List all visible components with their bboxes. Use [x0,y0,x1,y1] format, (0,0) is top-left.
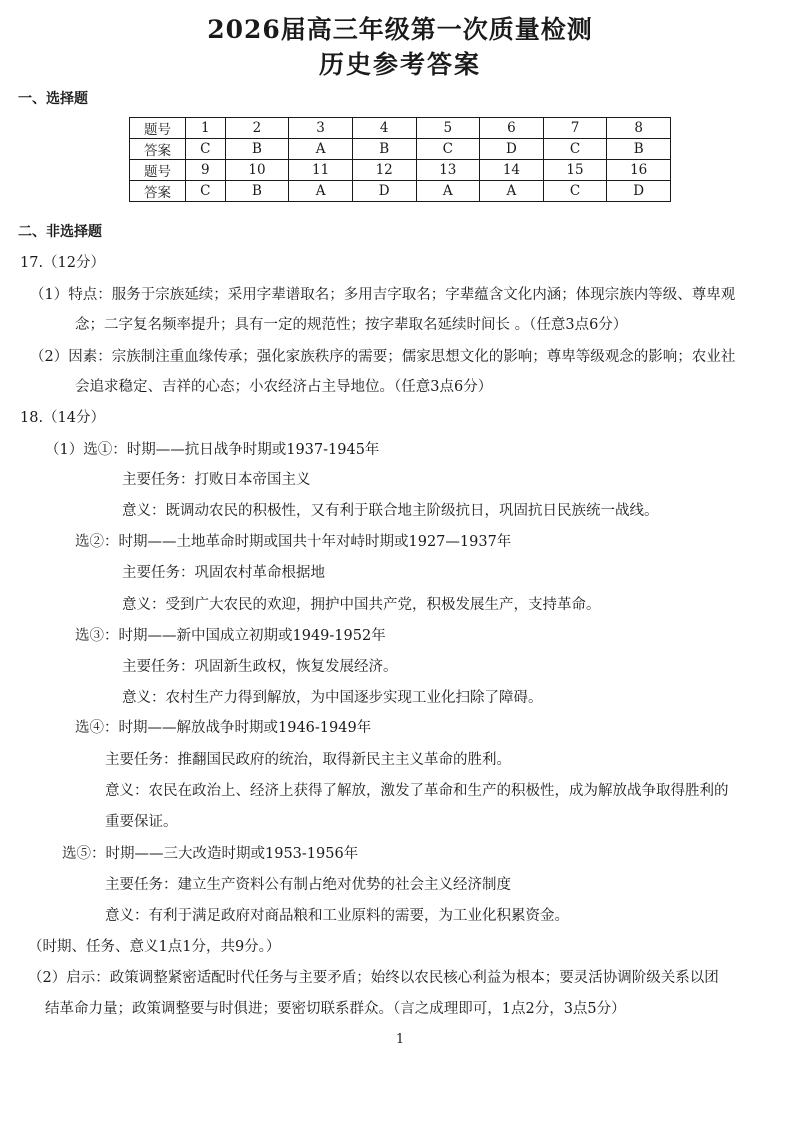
q17-answer-2-line-1: （2）因素：宗族制注重血缘传承；强化家族秩序的需要；儒家思想文化的影响；尊卑等级观念的影响；农业社 [30,349,736,365]
q18-option-1-meaning: 意义：既调动农民的积极性，又有利于联合地主阶级抗日，巩固抗日民族统一战线。 [122,503,659,519]
table-cell: A [480,181,544,202]
table-cell: 16 [607,160,671,181]
table-cell: A [289,139,353,160]
table-cell: 11 [289,160,353,181]
q18-option-3-task: 主要任务：巩固新生政权，恢复发展经济。 [122,659,398,675]
q17-answer-1-line-1: （1）特点：服务于宗族延续；采用字辈谱取名；多用吉字取名；字辈蕴含文化内涵；体现宗族内等级、尊卑观 [30,287,736,303]
document-title: 2026届高三年级第一次质量检测 [207,15,593,44]
table-cell: D [480,139,544,160]
table-cell: B [607,139,671,160]
q18-option-2-meaning: 意义：受到广大农民的欢迎，拥护中国共产党，积极发展生产，支持革命。 [122,597,601,613]
q18-option-4-period: 选④：时期——解放战争时期或1946-1949年 [75,720,372,736]
table-cell: 题号 [130,118,186,139]
table-cell: C [543,181,607,202]
table-cell: 8 [607,118,671,139]
q18-option-1-task: 主要任务：打败日本帝国主义 [122,472,311,488]
table-cell: 5 [416,118,480,139]
q17-answer-1-line-2: 念；二字复名频率提升；具有一定的规范性；按字辈取名延续时间长 。（任意3点6分） [75,317,628,333]
table-row [130,139,671,160]
table-cell: C [186,139,226,160]
q18-option-5-task: 主要任务：建立生产资料公有制占绝对优势的社会主义经济制度 [105,877,511,893]
table-cell: B [225,139,289,160]
table-cell: A [416,181,480,202]
q18-option-1-period: （1）选①：时期——抗日战争时期或1937-1945年 [45,442,380,458]
q18-option-5-meaning: 意义：有利于满足政府对商品粮和工业原料的需要，为工业化积累资金。 [105,908,569,924]
document-subtitle: 历史参考答案 [318,50,481,79]
table-cell: A [289,181,353,202]
table-cell: C [186,181,226,202]
table-cell: 13 [416,160,480,181]
q17-answer-2-line-2: 会追求稳定、吉祥的心态；小农经济占主导地位。（任意3点6分） [75,379,493,395]
table-cell: C [416,139,480,160]
table-row [130,118,671,139]
table-cell: 6 [480,118,544,139]
q18-answer-2-line-1: （2）启示：政策调整紧密适配时代任务与主要矛盾；始终以农民核心利益为根本；要灵活协调阶级关系以团 [28,970,719,986]
table-cell: 2 [225,118,289,139]
section-2-heading: 二、非选择题 [18,224,102,240]
table-cell: 1 [186,118,226,139]
q18-option-4-meaning-line-1: 意义：农民在政治上、经济上获得了解放，激发了革命和生产的积极性，成为解放战争取得胜利的 [105,783,729,799]
table-cell: D [352,181,416,202]
table-cell: 4 [352,118,416,139]
q18-option-2-task: 主要任务：巩固农村革命根据地 [122,565,325,581]
table-cell: 15 [543,160,607,181]
q18-answer-2-line-2: 结革命力量；政策调整要与时俱进；要密切联系群众。（言之成理即可，1点2分，3点5分） [45,1001,626,1017]
q18-option-3-meaning: 意义：农村生产力得到解放，为中国逐步实现工业化扫除了障碍。 [122,690,543,706]
table-cell: 9 [186,160,226,181]
q18-option-3-period: 选③：时期——新中国成立初期或1949-1952年 [75,628,386,644]
table-cell: 答案 [130,181,186,202]
section-1-heading: 一、选择题 [18,91,88,107]
table-cell: B [352,139,416,160]
table-cell: C [543,139,607,160]
q18-option-4-task: 主要任务：推翻国民政府的统治，取得新民主主义革命的胜利。 [105,752,511,768]
q18-scoring-note: （时期、任务、意义1点1分，共9分。） [28,939,281,955]
table-cell: 7 [543,118,607,139]
q18-option-5-period: 选⑤：时期——三大改造时期或1953-1956年 [62,846,359,862]
table-cell: 题号 [130,160,186,181]
q17-header: 17.（12分） [20,255,106,271]
q18-header: 18.（14分） [20,410,106,426]
answer-table [129,117,671,202]
table-cell: 14 [480,160,544,181]
table-row [130,181,671,202]
table-cell: 12 [352,160,416,181]
table-cell: 答案 [130,139,186,160]
table-cell: D [607,181,671,202]
table-cell: B [225,181,289,202]
q18-option-2-period: 选②：时期——土地革命时期或国共十年对峙时期或1927—1937年 [75,534,512,550]
q18-option-4-meaning-line-2: 重要保证。 [105,814,178,830]
table-cell: 3 [289,118,353,139]
table-cell: 10 [225,160,289,181]
table-row [130,160,671,181]
page-number: 1 [395,1032,405,1047]
